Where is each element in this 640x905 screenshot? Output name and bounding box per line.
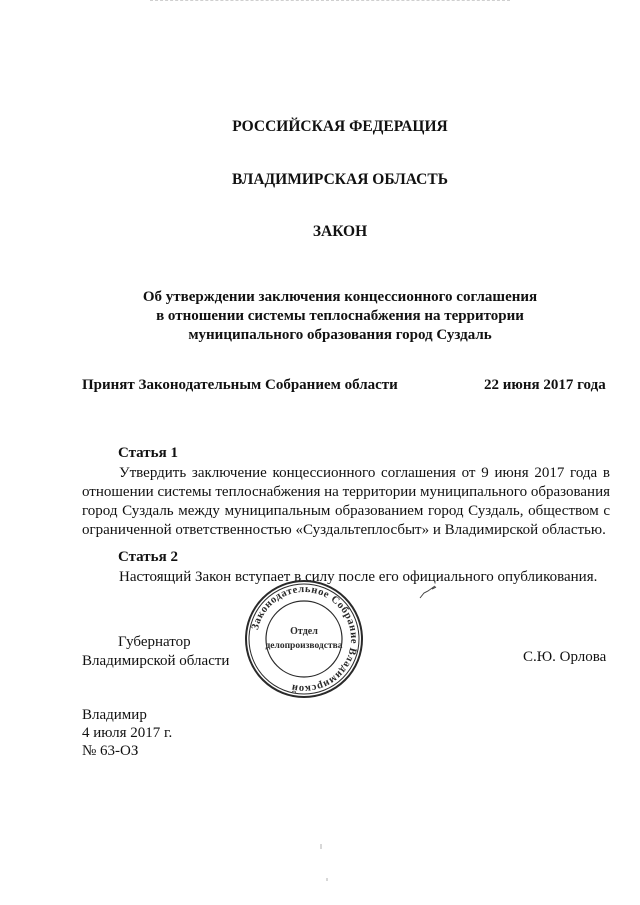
signatory-region: Владимирской области xyxy=(82,653,230,669)
law-title-line: Об утверждении заключения концессионного соглашения xyxy=(142,289,538,305)
official-stamp-seal xyxy=(243,578,365,700)
scan-speck xyxy=(320,844,322,849)
law-title-line: муниципального образования город Суздаль xyxy=(188,327,492,343)
footer-number: № 63-ОЗ xyxy=(82,743,139,759)
svg-text:делопроизводства: делопроизводства xyxy=(265,641,343,651)
adopted-by: Принят Законодательным Собранием области xyxy=(82,377,398,393)
svg-text:Законодательное Собрание Влади: Законодательное Собрание Владимирской xyxy=(249,583,360,695)
region-heading: ВЛАДИМИРСКАЯ ОБЛАСТЬ xyxy=(232,171,448,188)
pen-mark-icon xyxy=(418,584,438,600)
article-1-heading: Статья 1 xyxy=(118,445,178,461)
article-2-text: Настоящий Закон вступает в силу после его официального опубликования. xyxy=(119,569,598,585)
article-2-heading: Статья 2 xyxy=(118,549,178,565)
scan-speck xyxy=(326,878,328,881)
doc-type-heading: ЗАКОН xyxy=(312,223,368,240)
country-heading: РОССИЙСКАЯ ФЕДЕРАЦИЯ xyxy=(232,118,448,135)
svg-text:Отдел: Отдел xyxy=(290,626,318,637)
footer-city: Владимир xyxy=(82,707,147,723)
adoption-date: 22 июня 2017 года xyxy=(484,377,606,393)
signatory-position: Губернатор xyxy=(118,634,191,650)
signatory-name: С.Ю. Орлова xyxy=(523,649,607,665)
scan-edge-line xyxy=(150,0,510,2)
footer-date: 4 июля 2017 г. xyxy=(82,725,173,741)
article-1-text: Утвердить заключение концессионного соглашения от 9 июня 2017 года в отношении системы теплоснабжения на территории муниципального образования город Суздаль между муниципальным образованием город Суздаль, обществом с ограниченной ответственностью «Суздальтеплосбыт» и Владимирской областью. xyxy=(82,465,610,538)
law-title xyxy=(40,288,640,345)
law-title-line: в отношении системы теплоснабжения на территории xyxy=(156,308,524,324)
